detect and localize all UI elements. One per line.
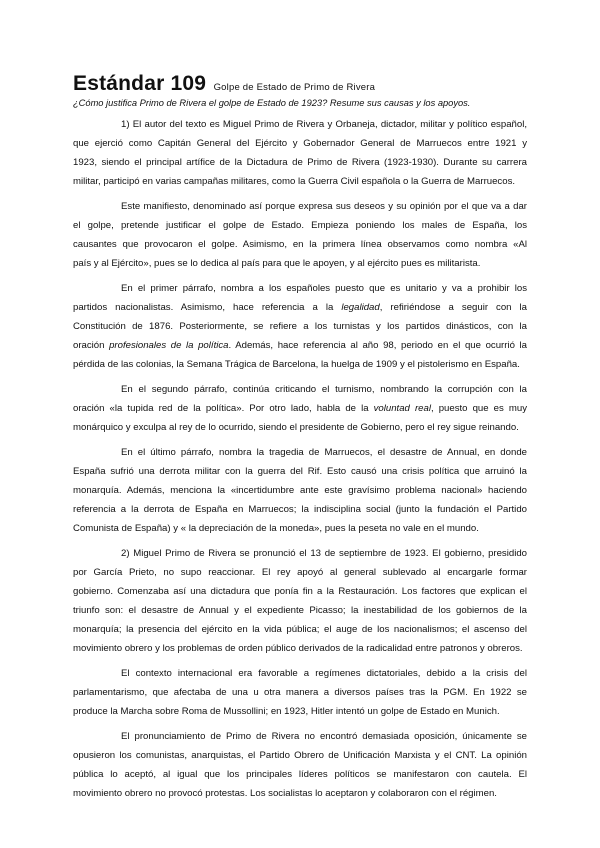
- paragraph: [73, 197, 527, 273]
- text-line: [73, 664, 527, 683]
- document-title: [73, 72, 375, 100]
- text-line: [73, 172, 527, 191]
- text-segment: El pronunciamiento de Primo de Rivera no encontró demasiada oposición, únicamente se: [121, 731, 527, 742]
- text-line: [73, 639, 527, 658]
- text-segment: 1) El autor del texto es Miguel Primo de Rivera y Orbaneja, dictador, militar y político español,: [121, 119, 527, 130]
- text-line: [73, 298, 527, 317]
- text-line: [73, 279, 527, 298]
- text-segment: triunfo son: el desastre de Annual y el expediente Picasso; la inestabilidad de los gobiernos de la: [73, 605, 527, 616]
- text-line: [73, 784, 527, 803]
- text-segment: produce la Marcha sobre Roma de Mussollini; en 1923, Hitler intentó un golpe de Estado en Munich.: [73, 706, 500, 717]
- text-line: [73, 563, 527, 582]
- text-segment: monarquía. Además, menciona la «incertidumbre ante este gravísimo problema nacional» haciendo: [73, 485, 527, 496]
- text-segment: partidos nacionalistas. Asimismo, hace referencia a la: [73, 302, 342, 313]
- document-subtitle: Golpe de Estado de Primo de Rivera: [213, 82, 376, 93]
- italic-text: profesionales de la política: [109, 340, 229, 351]
- text-line: [73, 317, 527, 336]
- text-line: [73, 254, 527, 273]
- text-segment: gobierno. Comenzaba así una dictadura que ponía fin a la Restauración. Los factores que explican el: [73, 586, 527, 597]
- text-segment: En el último párrafo, nombra la tragedia de Marruecos, el desastre de Annual, en donde: [121, 447, 527, 458]
- document-body: [73, 115, 527, 809]
- text-segment: movimiento obrero no provocó protestas. Los socialistas lo aceptaron y colaboraron con el régimen.: [73, 788, 497, 799]
- paragraph: [73, 380, 527, 437]
- text-line: [73, 153, 527, 172]
- text-segment: oración «la tupida red de la política». Por otro lado, habla de la: [73, 403, 374, 414]
- text-segment: referencia a la derrota de España en Marruecos; la indisciplina social (junto la fundación el Partido: [73, 504, 527, 515]
- text-segment: movimiento obrero y los problemas de orden público derivados de la radicalidad entre patronos y obreros.: [73, 643, 523, 654]
- text-line: [73, 197, 527, 216]
- question-prompt: ¿Cómo justifica Primo de Rivera el golpe de Estado de 1923? Resume sus causas y los apoyos.: [73, 98, 471, 108]
- text-segment: oración: [73, 340, 110, 351]
- text-segment: , refiriéndose a seguir con la: [379, 302, 527, 313]
- italic-text: voluntad real: [373, 403, 431, 414]
- text-segment: parlamentarismo, que afectaba de una u otra manera a diversos países tras la PGM. En 1922 se: [73, 687, 527, 698]
- text-line: [73, 519, 527, 538]
- text-segment: militar, participó en varias campañas militares, como la Guerra Civil española o la Guerra de Marruecos.: [73, 176, 516, 187]
- text-line: [73, 355, 527, 374]
- text-line: [73, 702, 527, 721]
- paragraph: [73, 279, 527, 374]
- text-segment: que ejerció como Capitán General del Ejército y Gobernador General de Marruecos entre 1921 y: [73, 138, 527, 149]
- text-segment: 2) Miguel Primo de Rivera se pronunció el 13 de septiembre de 1923. El gobierno, presidido: [121, 548, 527, 559]
- text-line: [73, 336, 527, 355]
- text-line: [73, 683, 527, 702]
- paragraph: [73, 443, 527, 538]
- text-line: [73, 765, 527, 784]
- text-segment: causantes que provocaron el golpe. Asimismo, en la primera línea observamos como nombra «Al: [73, 239, 527, 250]
- text-segment: En el primer párrafo, nombra a los españoles puesto que es unitario y va a prohibir los: [121, 283, 527, 294]
- text-segment: pérdida de las colonias, la Semana Trágica de Barcelona, la huelga de 1909 y el pistolerismo en España.: [73, 359, 520, 370]
- text-segment: En el segundo párrafo, continúa criticando el turnismo, nombrando la corrupción con la: [121, 384, 527, 395]
- text-segment: opusieron los comunistas, anarquistas, el Partido Obrero de Unificación Marxista y el CNT. La opinión: [73, 750, 527, 761]
- paragraph: [73, 115, 527, 191]
- text-segment: pública lo aceptó, al igual que los principales líderes políticos se manifestaron con cautela. El: [73, 769, 527, 780]
- text-line: [73, 235, 527, 254]
- italic-text: legalidad: [341, 302, 380, 313]
- text-line: [73, 620, 527, 639]
- text-segment: Constitución de 1876. Posteriormente, se refiere a los turnistas y los partidos dinásticos, con la: [73, 321, 527, 332]
- text-line: [73, 544, 527, 563]
- text-segment: monárquico y exculpa al rey de lo ocurrido, siendo el presidente de Gobierno, pero el rey sigue reinando.: [73, 422, 519, 433]
- text-segment: el golpe, pretende justificar el golpe de Estado. Empieza poniendo los males de España, los: [73, 220, 527, 231]
- text-line: [73, 582, 527, 601]
- paragraph: [73, 544, 527, 658]
- text-line: [73, 443, 527, 462]
- text-line: [73, 727, 527, 746]
- text-segment: , puesto que es muy: [430, 403, 527, 414]
- text-segment: por García Prieto, no supo reaccionar. El rey apoyó al general sublevado al encargarle formar: [73, 567, 527, 578]
- text-line: [73, 601, 527, 620]
- text-line: [73, 115, 527, 134]
- text-segment: Comunista de España) y « la depreciación de la moneda», pues la peseta no vale en el mundo.: [73, 523, 479, 534]
- text-line: [73, 216, 527, 235]
- text-segment: Este manifiesto, denominado así porque expresa sus deseos y su opinión por el que va a dar: [121, 201, 527, 212]
- text-line: [73, 462, 527, 481]
- standard-number: Estándar 109: [73, 72, 207, 95]
- text-line: [73, 418, 527, 437]
- text-line: [73, 481, 527, 500]
- paragraph: [73, 664, 527, 721]
- text-line: [73, 746, 527, 765]
- text-line: [73, 134, 527, 153]
- text-segment: monarquía; la presencia del ejército en la vida pública; el auge de los nacionalismos; el ascenso del: [73, 624, 527, 635]
- text-line: [73, 500, 527, 519]
- text-segment: . Además, hace referencia al año 98, periodo en el que ocurrió la: [228, 340, 527, 351]
- text-segment: país y al Ejército», pues se lo dedica al país para que le apoyen, y al ejército pues es militarista.: [73, 258, 481, 269]
- paragraph: [73, 727, 527, 803]
- text-segment: España sufrió una derrota militar con la guerra del Rif. Esto causó una crisis política que arruinó la: [73, 466, 527, 477]
- text-line: [73, 380, 527, 399]
- text-segment: 1923, siendo el principal artífice de la Dictadura de Primo de Rivera (1923-1930). Durante su carrera: [73, 157, 527, 168]
- text-segment: El contexto internacional era favorable a regímenes dictatoriales, debido a la crisis del: [121, 668, 527, 679]
- text-line: [73, 399, 527, 418]
